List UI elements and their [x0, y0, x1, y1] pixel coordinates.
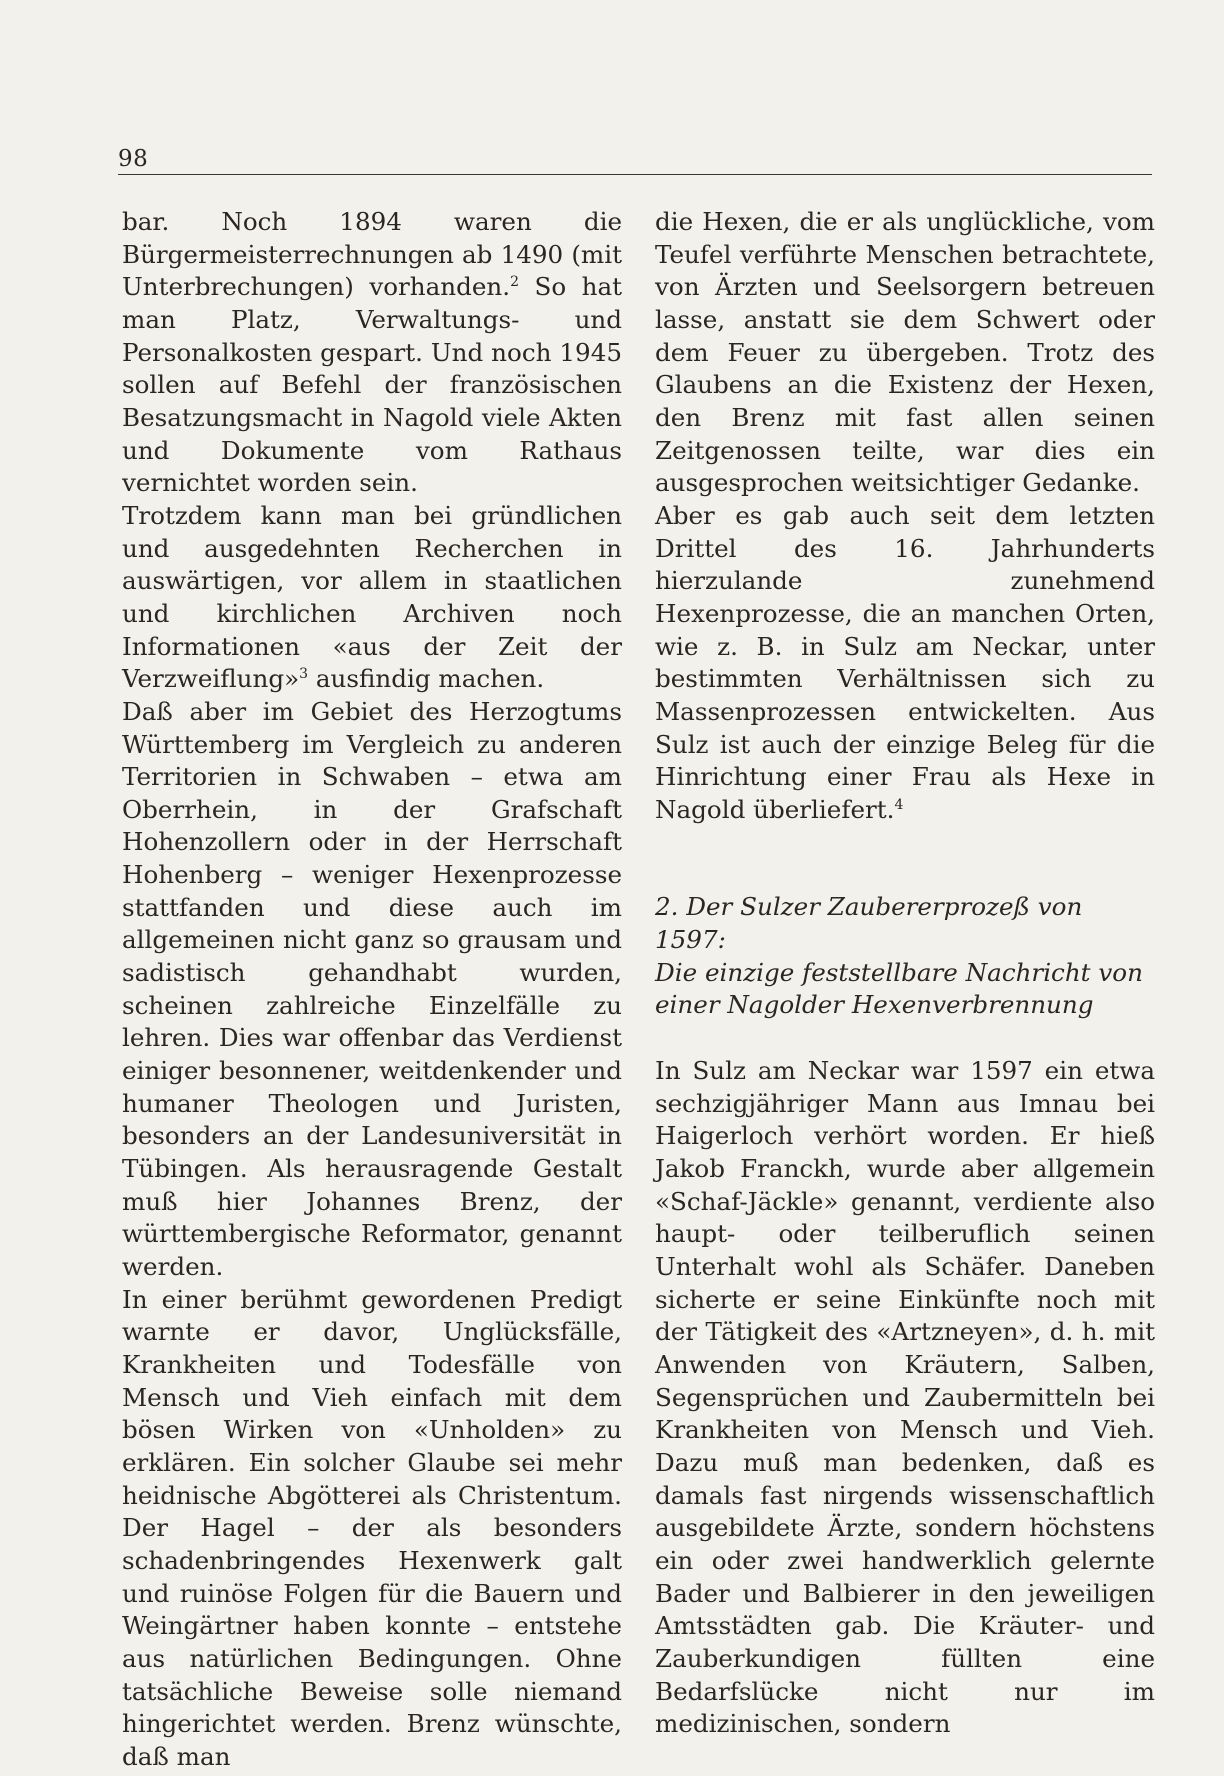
- paragraph: In Sulz am Neckar war 1597 ein etwa sechzigjähriger Mann aus Imnau bei Haigerloch verhört worden. Er hieß Jakob Franckh, wurde aber allgemein «Schaf-Jäckle» genannt, verdiente also haupt- oder teilberuflich seinen Unterhalt wohl als Schäfer. Daneben sicherte er seine Einkünfte noch mit der Tätigkeit des «Artzneyen», d. h. mit Anwenden von Kräutern, Salben, Segensprüchen und Zaubermitteln bei Krankheiten von Mensch und Vieh. Dazu muß man bedenken, daß es damals fast nirgends wissenschaftlich ausgebildete Ärzte, sondern höchstens ein oder zwei handwerklich gelernte Bader und Balbierer in den jeweiligen Amtsstädten gab. Die Kräuter- und Zauberkundigen füllten eine Bedarfslücke nicht nur im medizinischen, sondern: [655, 1056, 1155, 1739]
- paragraph: Trotzdem kann man bei gründlichen und ausgedehnten Recherchen in auswärtigen, vor allem in staatlichen und kirchlichen Archiven noch Informationen «aus der Zeit der Verzweiflung»$^3$ ausfindig machen.: [122, 500, 622, 694]
- section-heading: 2. Der Sulzer Zaubererprozeß von 1597: Die einzige feststellbare Nachricht von einer Nagolder Hexenverbrennung: [655, 892, 1143, 1020]
- header-rule: [118, 174, 1152, 175]
- footnote-marker: 4: [894, 796, 904, 813]
- paragraph: Aber es gab auch seit dem letzten Drittel des 16. Jahrhunderts hierzulande zunehmend Hexenprozesse, die an manchen Orten, wie z. B. in Sulz am Neckar, unter bestimmten Verhältnissen sich zu Massenprozessen entwickelten. Aus Sulz ist auch der einzige Beleg für die Hinrichtung einer Frau als Hexe in Nagold überliefert.$^4$: [655, 500, 1155, 824]
- left-column: [122, 206, 622, 1774]
- footnote-marker: 2: [510, 274, 519, 291]
- paragraph: die Hexen, die er als unglückliche, vom Teufel verführte Menschen betrachtete, von Ärzten und Seelsorgern betreuen lasse, anstatt sie dem Schwert oder dem Feuer zu übergeben. Trotz des Glaubens an die Existenz der Hexen, den Brenz mit fast allen seinen Zeitgenossen teilte, war dies ein ausgesprochen weitsichtiger Gedanke.: [655, 207, 1155, 498]
- paragraph: bar. Noch 1894 waren die Bürgermeisterrechnungen ab 1490 (mit Unterbrechungen) vorhanden.$^2$ So hat man Platz, Verwaltungs- und Personalkosten gespart. Und noch 1945 sollen auf Befehl der französischen Besatzungsmacht in Nagold viele Akten und Dokumente vom Rathaus vernichtet worden sein.: [122, 207, 622, 498]
- paragraph: In einer berühmt gewordenen Predigt warnte er davor, Unglücksfälle, Krankheiten und Todesfälle von Mensch und Vieh einfach mit dem bösen Wirken von «Unholden» zu erklären. Ein solcher Glaube sei mehr heidnische Abgötterei als Christentum. Der Hagel – der als besonders schadenbringendes Hexenwerk galt und ruinöse Folgen für die Bauern und Weingärtner haben konnte – entstehe aus natürlichen Bedingungen. Ohne tatsächliche Beweise solle niemand hingerichtet werden. Brenz wünschte, daß man: [122, 1284, 622, 1771]
- footnote-marker: 3: [299, 666, 309, 683]
- paragraph: Daß aber im Gebiet des Herzogtums Württemberg im Vergleich zu anderen Territorien in Schwaben – etwa am Oberrhein, in der Grafschaft Hohenzollern oder in der Herrschaft Hohenberg – weniger Hexenprozesse stattfanden und diese auch im allgemeinen nicht ganz so grausam und sadistisch gehandhabt wurden, scheinen zahlreiche Einzelfälle zu lehren. Dies war offenbar das Verdienst einiger besonnener, weitdenkender und humaner Theologen und Juristen, besonders an der Landesuniversität in Tübingen. Als herausragende Gestalt muß hier Johannes Brenz, der württembergische Reformator, genannt werden.: [122, 696, 622, 1281]
- page-number: 98: [118, 146, 149, 172]
- right-column: [655, 206, 1155, 1741]
